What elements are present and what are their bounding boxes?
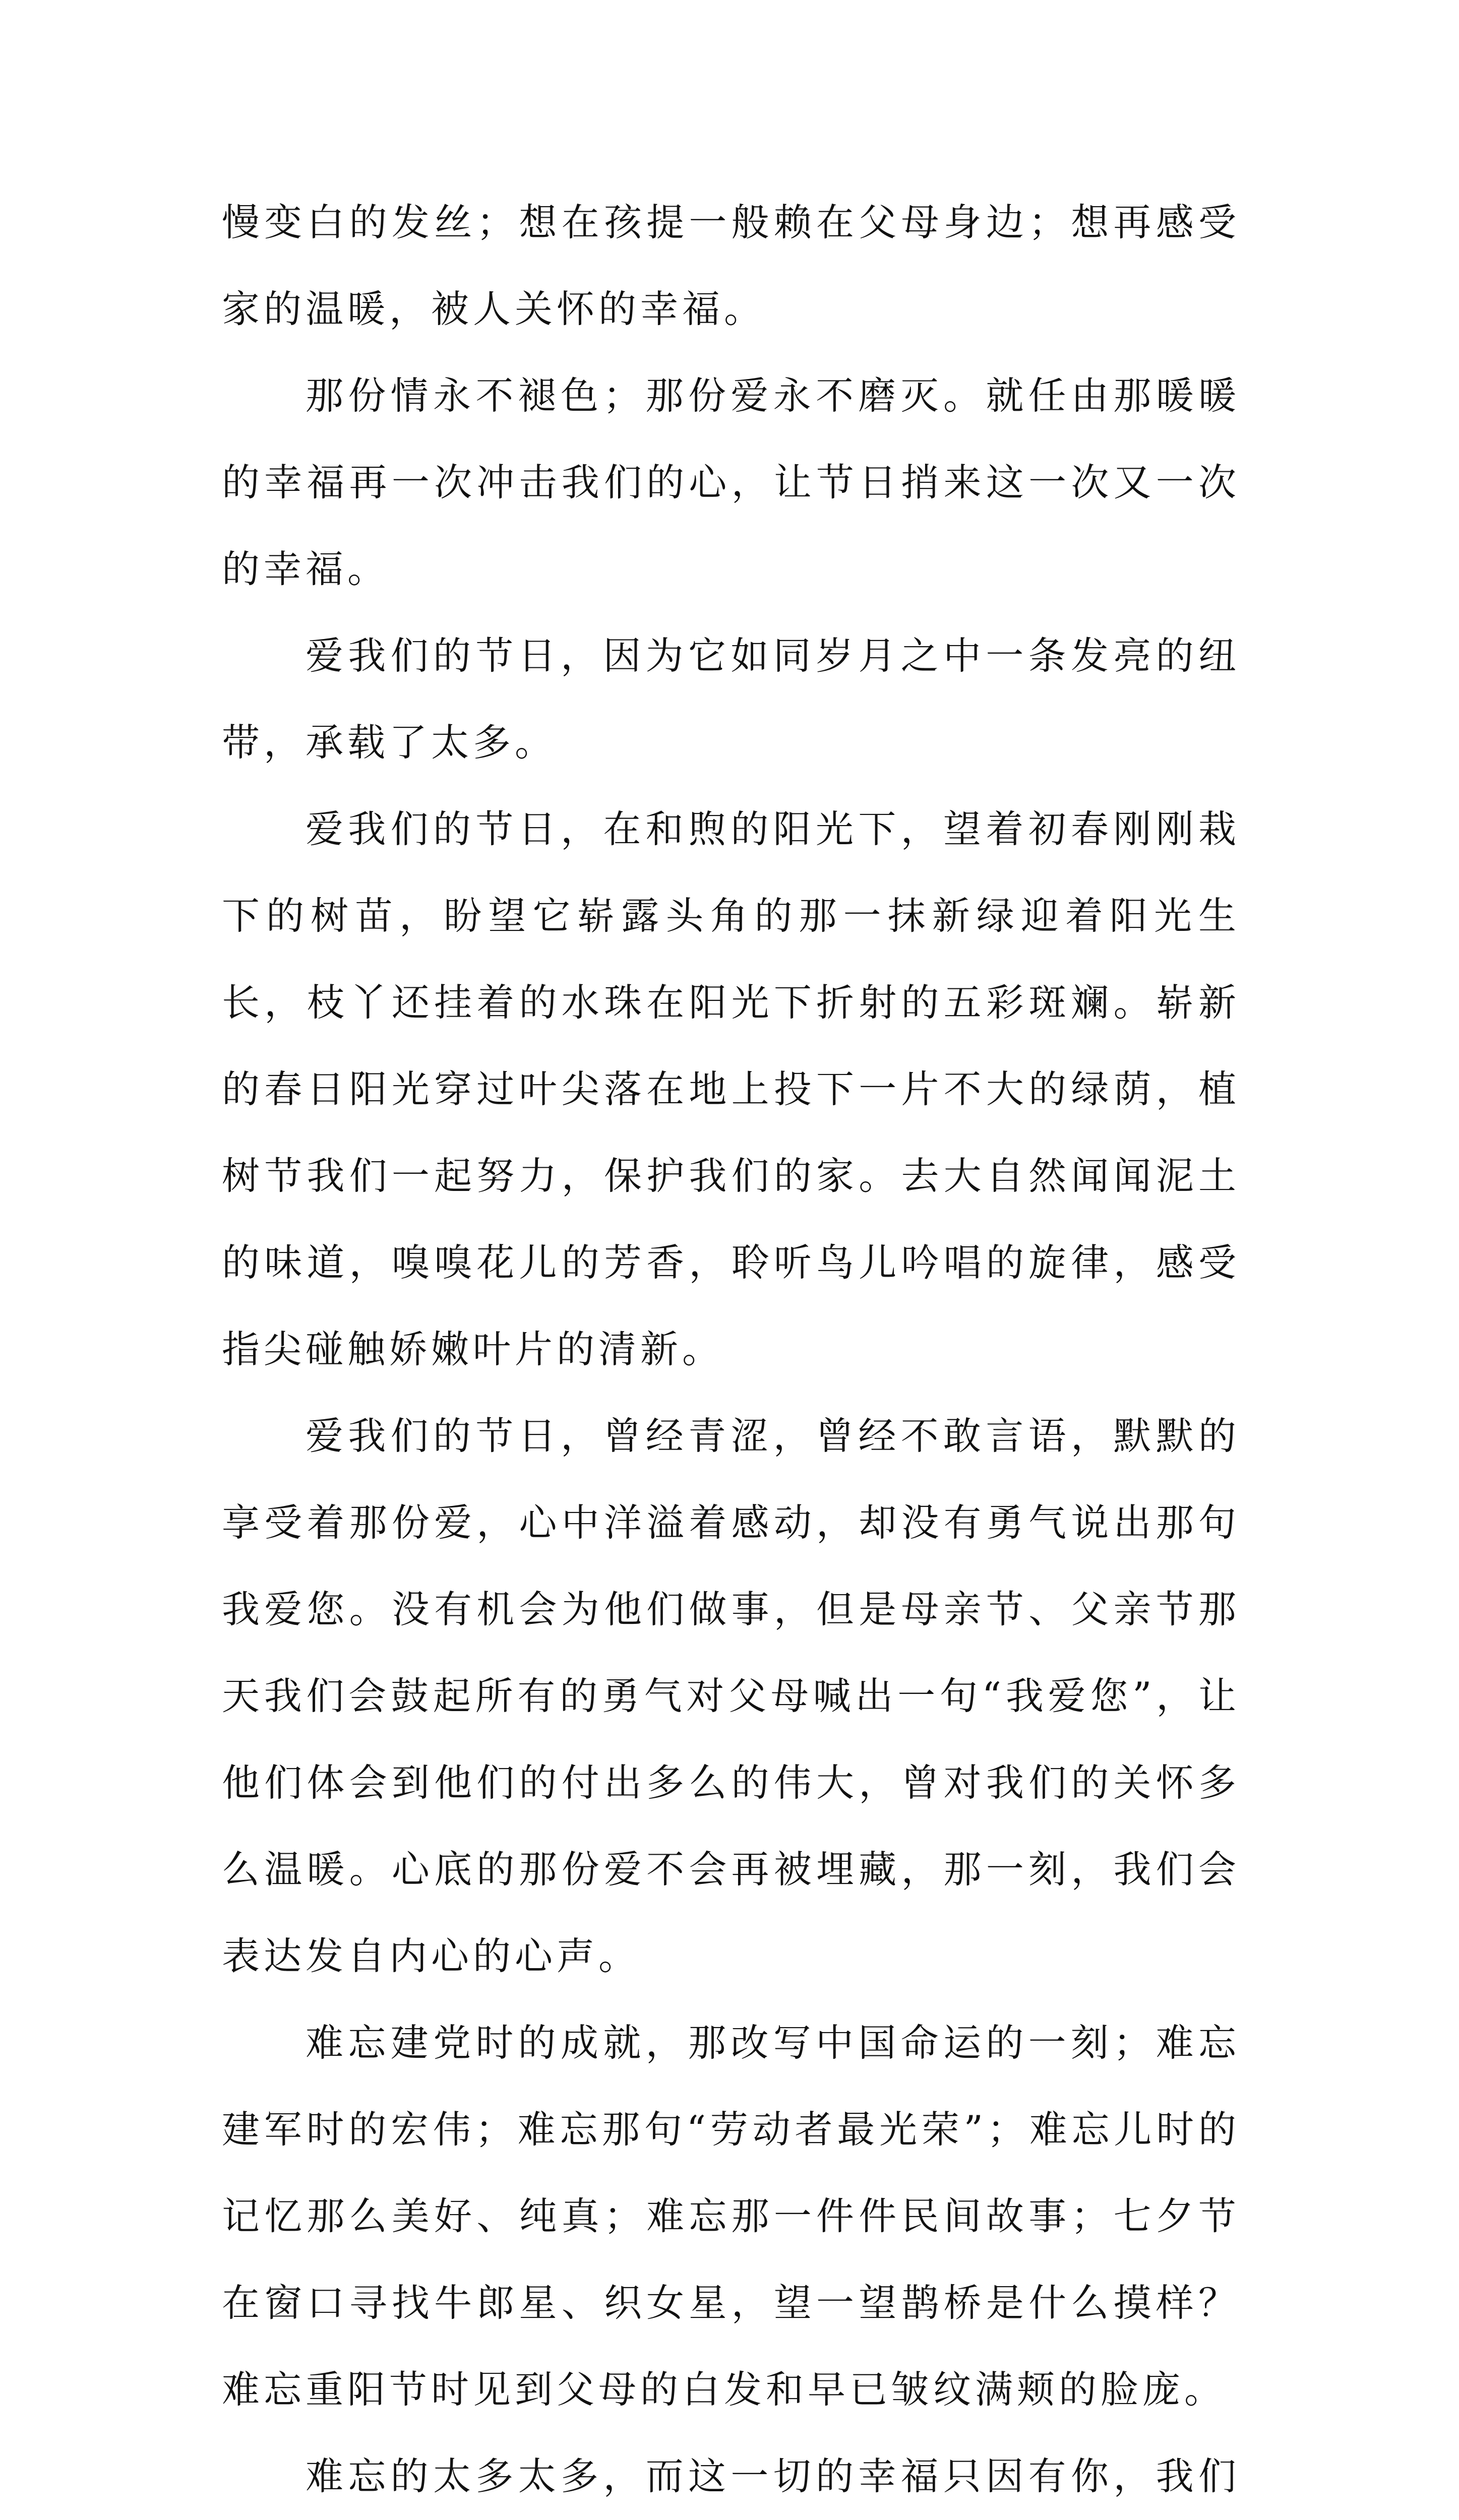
paragraph-5: 爱我们的节日，曾经青涩，曾经不敢言语，默默的享受着那份爱，心中洋溢着感动，却没有勇气说出那句我爱您。没有机会为他们做事，但是母亲节、父亲节那天我们会鼓起所有的勇气对父母喊出一句“我爱您”，让他们体会到他们的付出多么的伟大，曾对我们的关怀多么温暖。心底的那份爱不会再被埋藏，那一刻，我们会表达发自内心的心声。 xyxy=(222,1414,1240,1978)
paragraph-3: 爱我们的节日，因为它如同岁月之中一条发亮的纽带，承载了太多。 xyxy=(222,634,1240,765)
paragraph-4: 爱我们的节日，在和煦的阳光下，望着初春刚刚栽下的树苗，盼望它崭露头角的那一抹新绿迎着阳光生长，枝丫还挂着的水珠在阳光下折射的五彩斑斓。崭新的春日阳光穿过叶尖落在地上投下一片不大的绿荫，植树节我们一起努力，保护我们的家。去大自然闻闻泥土的味道，嗅嗅花儿的芳香，聆听鸟儿吟唱的旋律，感受指尖碰触娇嫩叶片的清新。 xyxy=(222,807,1240,1371)
document-body xyxy=(222,179,1240,2520)
paragraph-6: 难忘建党时的成就，那改写中国命运的一刻；难忘建军时的宏伟；难忘那句“劳动者最光荣”；难忘儿时的记忆那么美好、纯真；难忘那一件件民间故事；七夕节在窗口寻找牛郎星、织女星，望一望鹊桥是什么摸样？难忘重阳节时见到父母的白发和早已皱纹满颊的脸庞。 xyxy=(222,2021,1240,2412)
paragraph-7: 难忘的太多太多，而这一切的幸福只因有你，我们 xyxy=(306,2454,1240,2498)
paragraph-2: 那份情永不褪色；那份爱永不磨灭。就任由那暖暖的幸福再一次冲击我们的心，让节日捎来这一次又一次的幸福。 xyxy=(222,373,1240,591)
paragraph-1: 慢变白的发丝；想在孩提一般赖在父母身边；想再感受家的温暖，被人关怀的幸福。 xyxy=(222,200,1240,331)
